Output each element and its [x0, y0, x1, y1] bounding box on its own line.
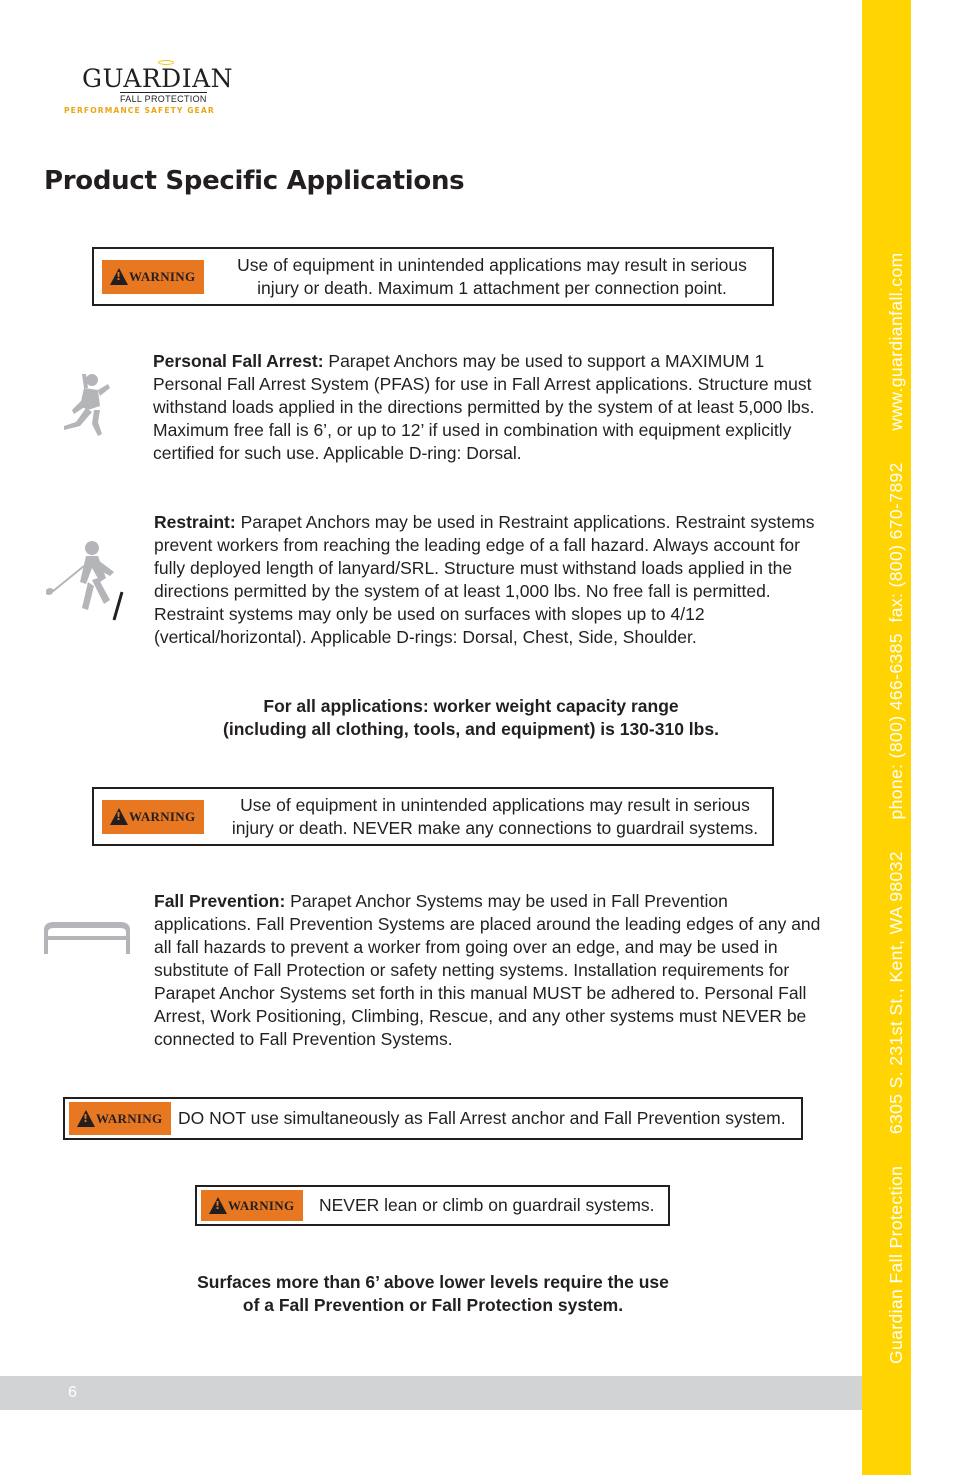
warning-triangle-icon — [209, 1197, 227, 1214]
restraint-body: Parapet Anchors may be used in Restraint applications. Restraint systems prevent workers from reaching the leading edge of a fall hazard. Always account for fully deployed length of lanyard/SRL. Structure must withstand loads applied in the directions permitted by the system of at least 1,000 lbs. No free fall is permitted. Restraint systems may only be used on surfaces with slopes up to 4/12 (vertical/horizontal). Applicable D-rings: Dorsal, Chest, Side, Shoulder. — [154, 512, 815, 647]
warning-text: Use of equipment in unintended applications may result in serious injury or death. NEVER make any connections to guardrail systems. — [231, 794, 759, 838]
logo-subtitle: FALL PROTECTION — [120, 94, 207, 104]
fall-arrest-person-icon — [58, 370, 114, 440]
warning-badge: ! WARNING — [69, 1102, 171, 1135]
page-title: Product Specific Applications — [44, 166, 465, 196]
fall-prevention-heading: Fall Prevention: — [154, 891, 286, 911]
weight-capacity-note: For all applications: worker weight capacity range (including all clothing, tools, and equipment) is 130-310 lbs. — [223, 696, 719, 739]
warning-triangle-icon — [77, 1110, 95, 1127]
contact-info: Guardian Fall Protection 6305 S. 231st St., Kent, WA 98032 phone: (800) 466-6385 fax: (800) 670-7892 www.guardianfall.com — [886, 252, 906, 1364]
warning-badge: ! WARNING — [102, 260, 204, 294]
warning-box-3 — [63, 1097, 803, 1140]
fall-arrest-paragraph — [153, 350, 825, 465]
guardrail-icon — [44, 918, 132, 958]
page-number: 6 — [68, 1384, 77, 1401]
side-contact-band — [862, 0, 911, 1475]
warning-box-4 — [195, 1185, 670, 1226]
guardian-logo — [64, 64, 233, 120]
restraint-heading: Restraint: — [154, 512, 236, 532]
footer-bar — [0, 1376, 862, 1410]
warning-triangle-icon — [110, 268, 128, 285]
warning-badge: ! WARNING — [201, 1190, 303, 1221]
logo-wordmark: GUARDIAN — [82, 64, 233, 93]
fall-prevention-body: Parapet Anchor Systems may be used in Fall Prevention applications. Fall Prevention Systems are placed around the leading edges of any and all fall hazards to prevent a worker from going over an edge, and may be used in substitute of Fall Protection or safety netting systems. Installation requirements for Parapet Anchor Systems set forth in this manual MUST be adhered to. Personal Fall Arrest, Work Positioning, Climbing, Rescue, and any other systems must NEVER be connected to Fall Prevention Systems. — [154, 891, 821, 1049]
warning-text: Use of equipment in unintended applications may result in serious injury or death. Maximum 1 attachment per connection point. — [237, 254, 747, 298]
fall-arrest-heading: Personal Fall Arrest: — [153, 351, 324, 371]
restraint-paragraph — [154, 511, 826, 649]
warning-badge: ! WARNING — [102, 800, 204, 834]
warning-box-1 — [92, 247, 774, 306]
logo-tagline: PERFORMANCE SAFETY GEAR — [64, 106, 215, 115]
warning-box-2 — [92, 787, 774, 846]
warning-text: NEVER lean or climb on guardrail systems. — [319, 1195, 655, 1215]
warning-text: DO NOT use simultaneously as Fall Arrest anchor and Fall Prevention system. — [178, 1108, 786, 1128]
surface-height-note: Surfaces more than 6’ above lower levels require the use of a Fall Prevention or Fall Protection system. — [197, 1272, 669, 1315]
warning-triangle-icon — [110, 808, 128, 825]
restraint-person-icon — [42, 538, 132, 622]
fall-arrest-body: Parapet Anchors may be used to support a MAXIMUM 1 Personal Fall Arrest System (PFAS) for use in Fall Arrest applications. Structure must withstand loads applied in the directions permitted by the system of at least 5,000 lbs. Maximum free fall is 6’, or up to 12’ if used in combination with equipment explicitly certified for such use. Applicable D-ring: Dorsal. — [153, 351, 815, 463]
fall-prevention-paragraph — [154, 890, 826, 1051]
